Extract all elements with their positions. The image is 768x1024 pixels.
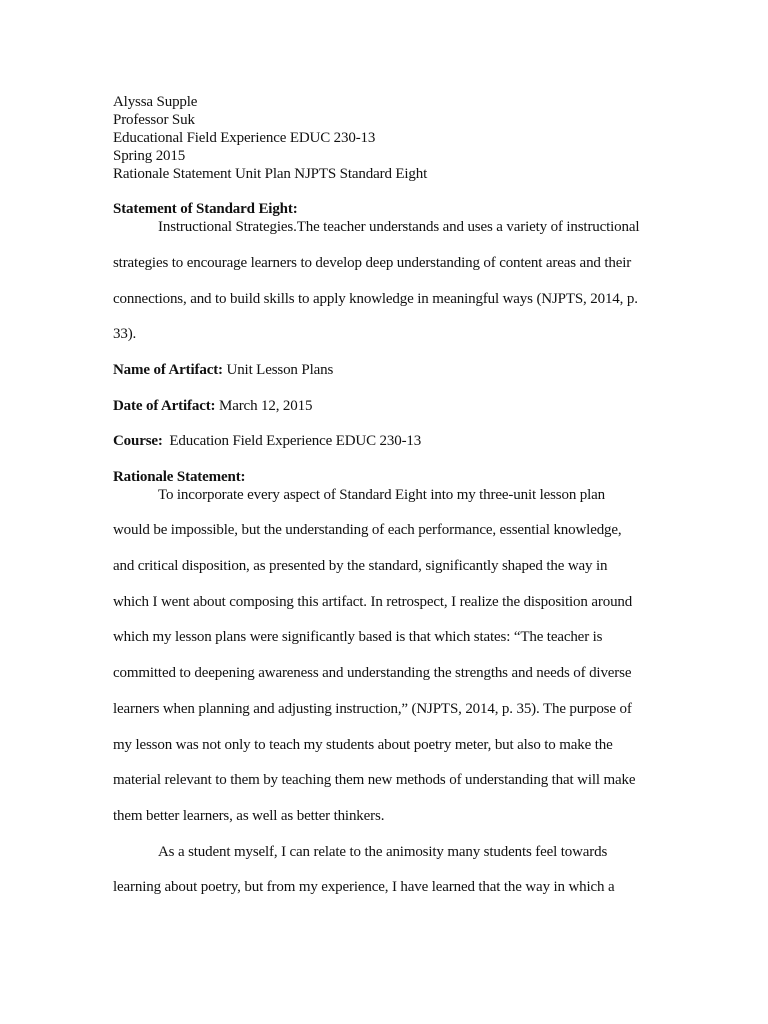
rationale-heading: Rationale Statement:: [113, 469, 246, 485]
standard-heading: Statement of Standard Eight:: [113, 201, 298, 217]
rationale-line: would be impossible, but the understanding of each performance, essential knowledge,: [113, 522, 622, 538]
course-label: Course:: [113, 433, 163, 449]
artifact-date-value: March 12, 2015: [219, 398, 313, 414]
professor-name: Professor Suk: [113, 112, 195, 128]
rationale-line: which I went about composing this artifact. In retrospect, I realize the disposition around: [113, 594, 633, 610]
artifact-name-label: Name of Artifact:: [113, 362, 223, 378]
rationale-line: my lesson was not only to teach my students about poetry meter, but also to make the: [113, 737, 613, 753]
artifact-name-value: Unit Lesson Plans: [226, 362, 334, 378]
rationale-line: learning about poetry, but from my experience, I have learned that the way in which a: [113, 879, 615, 895]
standard-line: 33).: [113, 326, 137, 342]
term: Spring 2015: [113, 148, 186, 164]
course-field: [113, 433, 421, 450]
standard-line: connections, and to build skills to apply knowledge in meaningful ways (NJPTS, 2014, p.: [113, 291, 638, 307]
course-value: Education Field Experience EDUC 230-13: [169, 433, 422, 449]
rationale-line: To incorporate every aspect of Standard Eight into my three-unit lesson plan: [158, 487, 606, 503]
artifact-date-field: [113, 398, 312, 415]
rationale-line: As a student myself, I can relate to the animosity many students feel towards: [158, 844, 608, 860]
rationale-line: committed to deepening awareness and understanding the strengths and needs of diverse: [113, 665, 632, 681]
document-title: Rationale Statement Unit Plan NJPTS Standard Eight: [113, 166, 428, 182]
artifact-date-label: Date of Artifact:: [113, 398, 216, 414]
course-name: Educational Field Experience EDUC 230-13: [113, 130, 376, 146]
rationale-line: them better learners, as well as better thinkers.: [113, 808, 385, 824]
author-name: Alyssa Supple: [113, 94, 198, 110]
rationale-line: material relevant to them by teaching them new methods of understanding that will make: [113, 772, 636, 788]
standard-line: Instructional Strategies.The teacher understands and uses a variety of instructional: [158, 219, 640, 235]
rationale-line: learners when planning and adjusting instruction,” (NJPTS, 2014, p. 35). The purpose of: [113, 701, 632, 717]
rationale-line: which my lesson plans were significantly based is that which states: “The teacher is: [113, 629, 603, 645]
rationale-line: and critical disposition, as presented by the standard, significantly shaped the way in: [113, 558, 608, 574]
standard-line: strategies to encourage learners to develop deep understanding of content areas and their: [113, 255, 632, 271]
artifact-name-field: [113, 362, 333, 379]
